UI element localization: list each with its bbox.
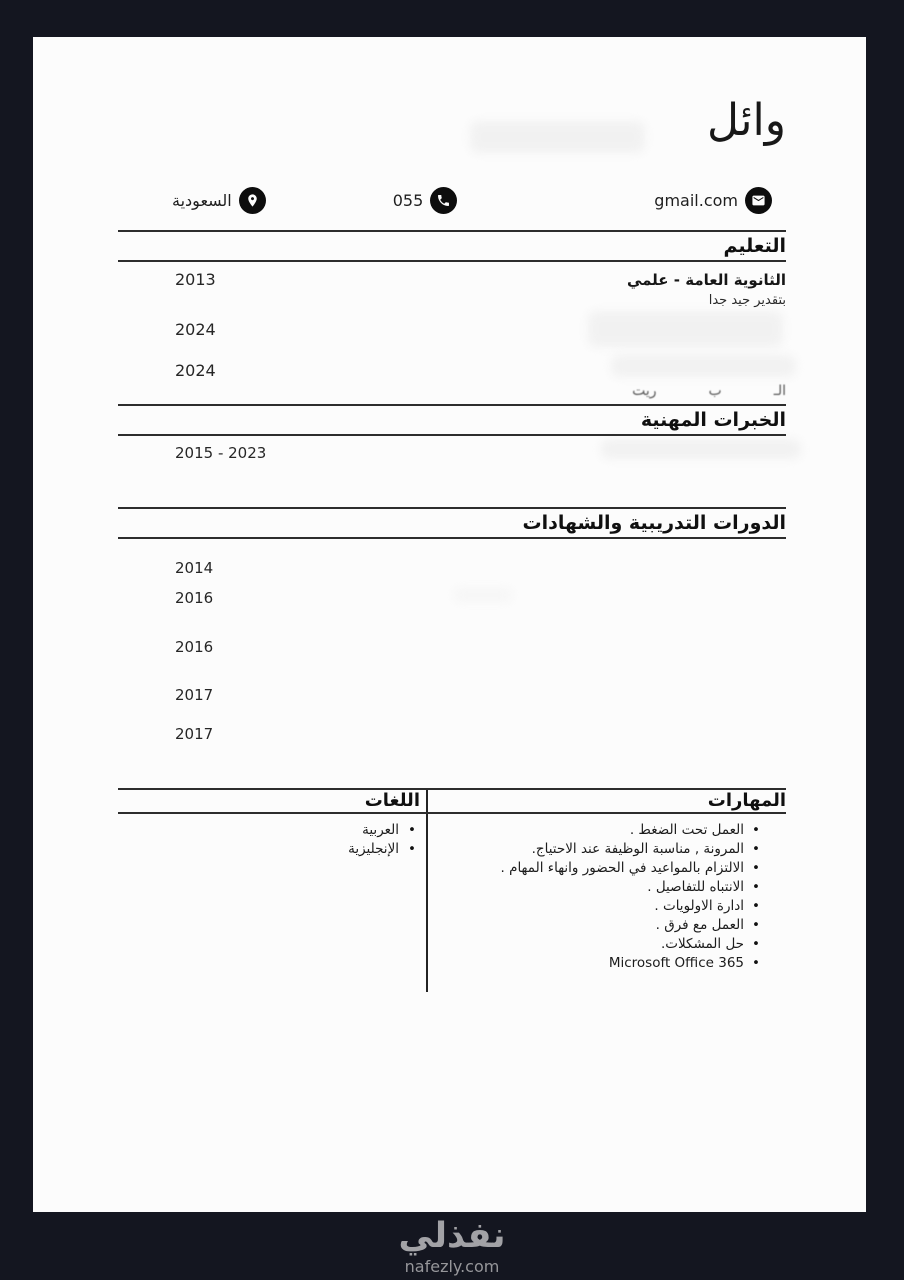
- skill-item: • Microsoft Office 365: [428, 954, 760, 973]
- phone-icon: [430, 187, 457, 214]
- course-entry: [118, 589, 786, 607]
- course-entry: [118, 559, 786, 577]
- redacted-text-remnants: [118, 383, 786, 400]
- email-icon: [745, 187, 772, 214]
- candidate-name: وائل: [706, 95, 786, 146]
- remnant-fragment: الـ: [773, 383, 786, 399]
- education-entry: [118, 360, 786, 382]
- contact-phone: [393, 187, 458, 214]
- skill-item: • حل المشكلات.: [428, 935, 760, 954]
- experience-title: الخبرات المهنية: [640, 409, 786, 431]
- languages-list: [118, 814, 428, 859]
- education-title: التعليم: [723, 235, 786, 257]
- email-text: gmail.com: [654, 190, 738, 210]
- column-divider: [426, 788, 428, 992]
- skill-item: • العمل مع فرق .: [428, 916, 760, 935]
- skill-item: • العمل تحت الضغط .: [428, 821, 760, 840]
- contact-location: [172, 187, 266, 214]
- courses-title: الدورات التدريبية والشهادات: [522, 512, 786, 534]
- course-entry: [118, 725, 786, 743]
- course-entry: [118, 638, 786, 656]
- nafezly-logo: نفذلي: [398, 1216, 506, 1256]
- course-year: 2017: [175, 686, 214, 704]
- course-year: 2014: [175, 559, 214, 577]
- resume-page: [33, 37, 866, 1212]
- skill-item: • الالتزام بالمواعيد في الحضور وانهاء المهام .: [428, 859, 760, 878]
- education-year: 2024: [175, 320, 216, 339]
- languages-title: اللغات: [364, 790, 420, 811]
- skills-column: [428, 814, 786, 973]
- experience-entry: [118, 444, 786, 462]
- course-year: 2016: [175, 638, 214, 656]
- phone-text: 055: [392, 190, 424, 210]
- experience-period: 2015 - 2023: [175, 444, 267, 462]
- language-item: • العربية: [118, 821, 416, 840]
- course-year: 2017: [175, 725, 214, 743]
- resume-content: [118, 37, 786, 992]
- languages-column: [118, 814, 428, 973]
- course-entry: [118, 686, 786, 704]
- contact-email: [654, 187, 772, 214]
- remnant-fragment: ب: [708, 383, 722, 399]
- skill-item: • ادارة الاولويات .: [428, 897, 760, 916]
- remnant-fragment: ريت: [632, 383, 657, 399]
- language-item: • الإنجليزية: [118, 840, 416, 859]
- section-header-education: [118, 230, 786, 262]
- section-header-experience: [118, 404, 786, 436]
- education-degree: الثانوية العامة - علمي: [626, 271, 786, 289]
- skill-item: • الانتباه للتفاصيل .: [428, 878, 760, 897]
- nafezly-site-url: nafezly.com: [404, 1257, 500, 1276]
- education-note: بتقدير جيد جدا: [708, 293, 786, 308]
- education-entry: [118, 269, 786, 291]
- education-year: 2024: [175, 361, 216, 380]
- skills-languages-section: [118, 788, 786, 992]
- skills-title: المهارات: [707, 790, 786, 811]
- skills-languages-header: [118, 788, 786, 814]
- skills-languages-columns: [118, 814, 786, 973]
- education-year: 2013: [175, 270, 216, 289]
- location-text: السعودية: [172, 190, 232, 210]
- skills-list: [428, 814, 786, 973]
- watermark-footer: [0, 1216, 904, 1277]
- education-entry: [118, 319, 786, 341]
- contact-row: [118, 185, 786, 215]
- location-pin-icon: [239, 187, 266, 214]
- skill-item: • المرونة , مناسبة الوظيفة عند الاحتياج.: [428, 840, 760, 859]
- section-header-courses: [118, 507, 786, 539]
- course-year: 2016: [175, 589, 214, 607]
